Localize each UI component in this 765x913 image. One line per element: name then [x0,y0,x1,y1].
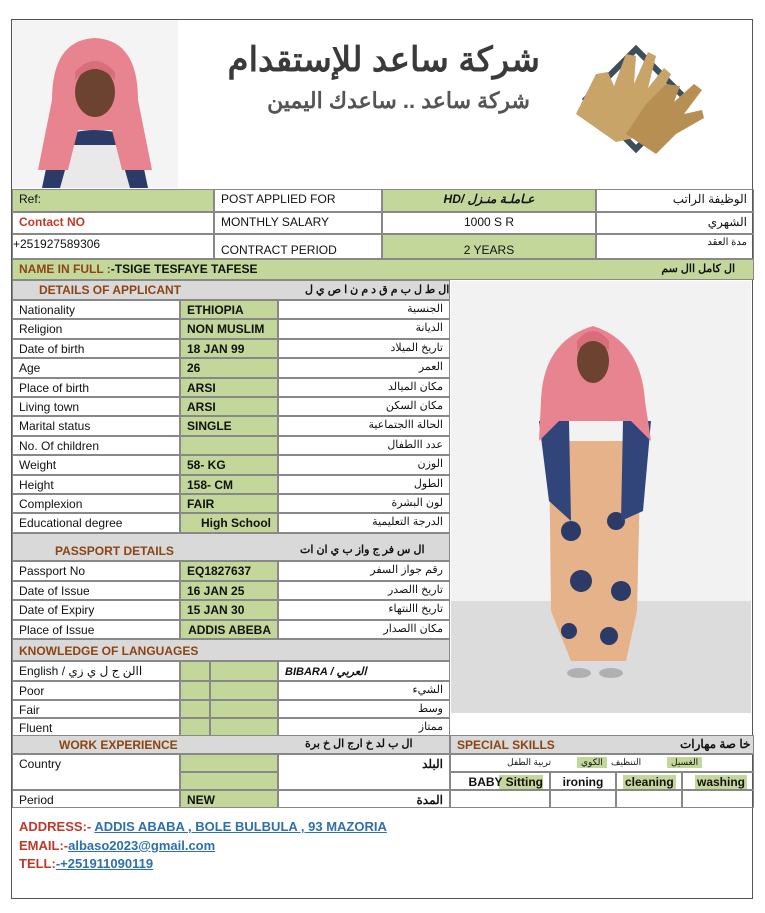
passport-label: Date of Issue [12,581,180,601]
skills-empty-2 [550,790,616,808]
passport-label-ar: رقم جواز السفر [278,561,450,581]
work-period-label-ar: المدة [278,790,450,808]
address-link[interactable]: ADDIS ABABA , BOLE BULBULA , 93 MAZORIA [94,819,387,834]
work-section-title: WORK EXPERIENCE [12,735,450,754]
passport-label-ar: تاريخ االصدر [278,581,450,601]
skill-cleaning-text: cleaning [625,775,674,789]
work-country-box-1 [180,754,278,772]
lang-arabic-text: BIBARA / العربي [285,666,367,678]
name-label: NAME IN FULL : [19,262,111,276]
applicant-value: 58- KG [180,455,278,474]
applicant-label: Height [12,475,180,494]
tell-link[interactable]: -+251911090119 [55,856,154,871]
applicant-value: FAIR [180,494,278,513]
contact-phone: +251927589306 [12,234,214,259]
applicant-label-ar: الحالة االجتماعية [278,416,450,435]
lang-level-box-en [180,681,210,700]
skills-empty-4 [682,790,754,808]
skill-ar-washing: الغسيل [667,757,702,768]
lang-level-label: Fair [12,700,180,719]
skill-ar-cleaning: التنظيف [611,757,642,767]
skill-washing [682,772,754,790]
skills-ar-row [450,754,754,772]
passport-value: EQ1827637 [180,561,278,581]
skills-section-title: SPECIAL SKILLS [450,735,754,754]
applicant-value: ARSI [180,378,278,397]
ref-cell: Ref: [12,189,214,212]
applicant-value: NON MUSLIM [180,319,278,338]
hands-logo [556,24,716,174]
lang-arabic-box [210,661,278,681]
lang-level-label-ar: الشيء [278,681,450,700]
full-name: -TSIGE TESFAYE TAFESE [110,262,258,276]
tell-label: TELL: [19,856,56,871]
lang-level-box-ar [210,681,278,700]
lang-english-label: English / االن ج ل ي زي [12,661,180,681]
applicant-label-ar: الدرجة التعليمية [278,513,450,532]
applicant-label: Place of birth [12,378,180,397]
skills-empty-3 [616,790,682,808]
applicant-label: Date of birth [12,339,180,358]
contract-value: 2 YEARS [382,234,596,259]
applicant-label-ar: تاريخ الميلاد [278,339,450,358]
passport-section-title: PASSPORT DETAILS [12,533,450,561]
applicant-value: 18 JAN 99 [180,339,278,358]
skill-ar-babysitting: تربية الطفل [507,757,552,767]
email-label: EMAIL:- [19,838,69,853]
passport-label: Passport No [12,561,180,581]
applicant-value [180,436,278,455]
skill-babysitting [450,772,550,790]
work-country-label: Country [12,754,180,790]
company-name: شركة ساعد للإستقدام [227,41,540,79]
applicant-value: ETHIOPIA [180,300,278,319]
portrait-photo [12,20,178,188]
skill-washing-text: washing [696,775,745,789]
applicant-label-ar: مكان الميالد [278,378,450,397]
lang-arabic-label [278,661,450,681]
lang-english-box [180,661,210,681]
passport-section-title-ar: ال س فر ج واز ب ي ان ات [300,544,425,556]
company-tagline: شركة ساعد .. ساعدك اليمين [267,88,530,113]
skill-babysitting-text: BABY Sitting [468,775,543,789]
applicant-label-ar: الطول [278,475,450,494]
applicant-label-ar: عدد االطفال [278,436,450,455]
applicant-section-title: DETAILS OF APPLICANT [12,280,450,300]
work-country-label-ar: البلد [278,754,450,790]
applicant-value: 158- CM [180,475,278,494]
passport-value: 15 JAN 30 [180,600,278,620]
applicant-label: Educational degree [12,513,180,532]
work-period-label: Period [12,790,180,808]
applicant-label-ar: العمر [278,358,450,377]
lang-level-box-en [180,700,210,719]
applicant-label-ar: الجنسية [278,300,450,319]
passport-value: 16 JAN 25 [180,581,278,601]
name-label-ar: ال كامل اال سم [661,263,735,275]
applicant-label: Living town [12,397,180,416]
skills-empty-1 [450,790,550,808]
passport-label-ar: تاريخ االنتهاء [278,600,450,620]
applicant-label: Religion [12,319,180,338]
lang-level-label: Poor [12,681,180,700]
work-period-value: NEW [180,790,278,808]
work-country-box-2 [180,772,278,790]
applicant-label: Marital status [12,416,180,435]
applicant-label-ar: لون البشرة [278,494,450,513]
passport-value: ADDIS ABEBA [180,620,278,640]
passport-label: Place of Issue [12,620,180,640]
email-line [19,838,215,853]
contract-label: CONTRACT PERIOD [214,234,382,259]
email-link[interactable]: albaso2023@gmail.com [68,838,216,853]
applicant-value: High School [180,513,278,532]
lang-level-label-ar: ممتاز [278,718,450,737]
applicant-label-ar: الديانة [278,319,450,338]
applicant-label: Complexion [12,494,180,513]
post-label-ar: الوظيفة الراتب [596,189,754,212]
salary-value: 1000 S R [382,212,596,234]
applicant-label: Weight [12,455,180,474]
applicant-label-ar: الوزن [278,455,450,474]
applicant-value: 26 [180,358,278,377]
lang-level-box-en [180,718,210,737]
applicant-value: SINGLE [180,416,278,435]
lang-level-box-ar [210,718,278,737]
languages-section-title: KNOWLEDGE OF LANGUAGES [12,639,450,661]
skills-section-title-ar: خا صة مهارات [680,737,751,751]
lang-level-box-ar [210,700,278,719]
address-line [19,819,387,834]
address-label: ADDRESS:- [19,819,95,834]
skill-ironing: ironing [550,772,616,790]
passport-label: Date of Expiry [12,600,180,620]
lang-level-label: Fluent [12,718,180,737]
work-section-title-ar: ال ب لد خ ارج ال خ برة [305,738,413,750]
applicant-section-title-ar: ال ط ل ب م ق د م ن ا ص ي ل [305,284,450,296]
applicant-label: Age [12,358,180,377]
contact-label: Contact NO [12,212,214,234]
skill-cleaning [616,772,682,790]
salary-label: MONTHLY SALARY [214,212,382,234]
post-value: HD/ عـاملـة منـزل [382,189,596,212]
passport-label-ar: مكان االصدار [278,620,450,640]
applicant-value: ARSI [180,397,278,416]
full-length-photo [451,281,751,713]
applicant-label-ar: مكان السكن [278,397,450,416]
salary-label-ar: الشهري [596,212,754,234]
tell-line [19,856,153,871]
lang-level-label-ar: وسط [278,700,450,719]
applicant-label: Nationality [12,300,180,319]
contract-label-ar: مدة العقد [596,234,754,259]
applicant-label: No. Of children [12,436,180,455]
post-label: POST APPLIED FOR [214,189,382,212]
skill-ar-ironing: الكوي [577,757,607,768]
